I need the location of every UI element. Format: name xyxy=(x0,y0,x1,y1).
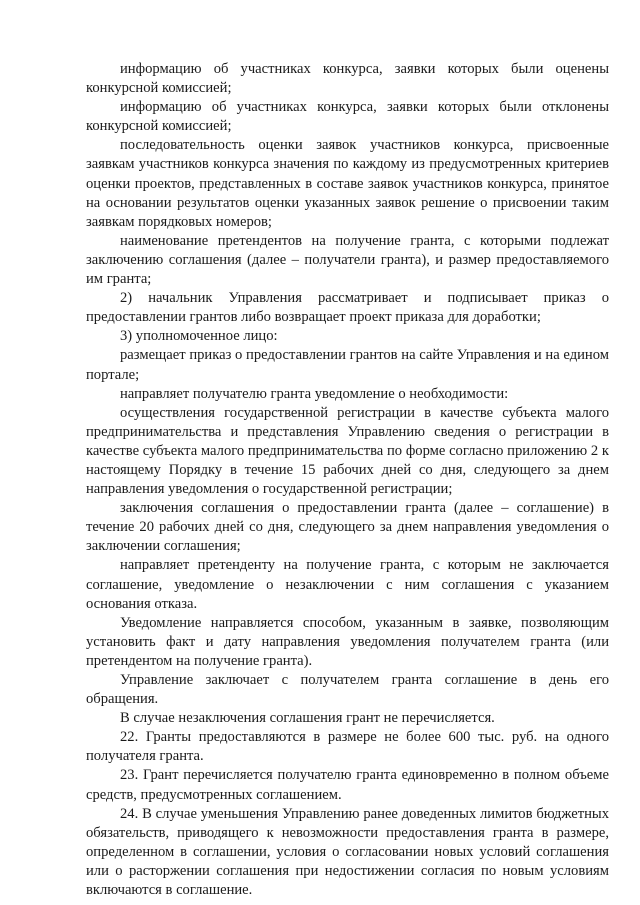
paragraph-item-2: 2) начальник Управления рассматривает и подписывает приказ о предоставлении грантов либо возвращает проект приказа для доработки; xyxy=(86,290,609,326)
paragraph-state-registration: осуществления государственной регистрации в качестве субъекта малого предпринимательства и представления Управлению сведения о регистрации в качестве субъекта малого предпринимательства по форме согласно приложению 2 к настоящему Порядку в течение 15 рабочих дней со дня, следующего за днем направления уведомления о государственной регистрации; xyxy=(86,404,609,498)
paragraph-agreement-day: Управление заключает с получателем гранта соглашение в день его обращения. xyxy=(86,672,609,708)
paragraph-no-transfer: В случае незаключения соглашения грант не перечисляется. xyxy=(120,710,495,727)
paragraph-publish-order: размещает приказ о предоставлении грантов на сайте Управления и на едином портале; xyxy=(86,347,609,383)
paragraph-participants-evaluated: информацию об участниках конкурса, заявки которых были оценены конкурсной комиссией; xyxy=(86,61,609,97)
paragraph-send-notice: направляет получателю гранта уведомление о необходимости: xyxy=(120,385,509,402)
paragraph-item-23: 23. Грант перечисляется получателю гранта единовременно в полном объеме средств, предусмотренных соглашением. xyxy=(86,767,609,803)
paragraph-item-3: 3) уполномоченное лицо: xyxy=(120,328,278,345)
paragraph-participants-rejected: информацию об участниках конкурса, заявки которых были отклонены конкурсной комиссией; xyxy=(86,99,609,135)
paragraph-refusal-notice: направляет претенденту на получение гранта, с которым не заключается соглашение, уведомление о незаключении с ним соглашения с указанием основания отказа. xyxy=(86,557,609,612)
paragraph-notice-method: Уведомление направляется способом, указанным в заявке, позволяющим установить факт и дату направления уведомления получателем гранта (или претендентом на получение гранта). xyxy=(86,614,609,669)
document-page xyxy=(86,60,609,900)
paragraph-item-22: 22. Гранты предоставляются в размере не более 600 тыс. руб. на одного получателя гранта. xyxy=(86,729,609,765)
paragraph-item-24: 24. В случае уменьшения Управлению ранее доведенных лимитов бюджетных обязательств, приводящего к невозможности предоставления гранта в размере, определенном в соглашении, условия о согласовании новых условий соглашения или о расторжении соглашения при недостижении согласия по новым условиям включаются в соглашение. xyxy=(86,805,609,899)
paragraph-evaluation-sequence: последовательность оценки заявок участников конкурса, присвоенные заявкам участников конкурса значения по каждому из предусмотренных критериев оценки проектов, представленных в составе заявок участников конкурса, принятое на основании результатов оценки указанных заявок решение о присвоении таким заявкам порядковых номеров; xyxy=(86,137,609,230)
paragraph-agreement-conclusion: заключения соглашения о предоставлении гранта (далее – соглашение) в течение 20 рабочих дней со дня, следующего за днем направления уведомления о заключении соглашения; xyxy=(86,500,609,555)
paragraph-grant-recipients: наименование претендентов на получение гранта, с которыми подлежат заключению соглашения (далее – получатели гранта), и размер предоставляемого им гранта; xyxy=(86,232,609,288)
